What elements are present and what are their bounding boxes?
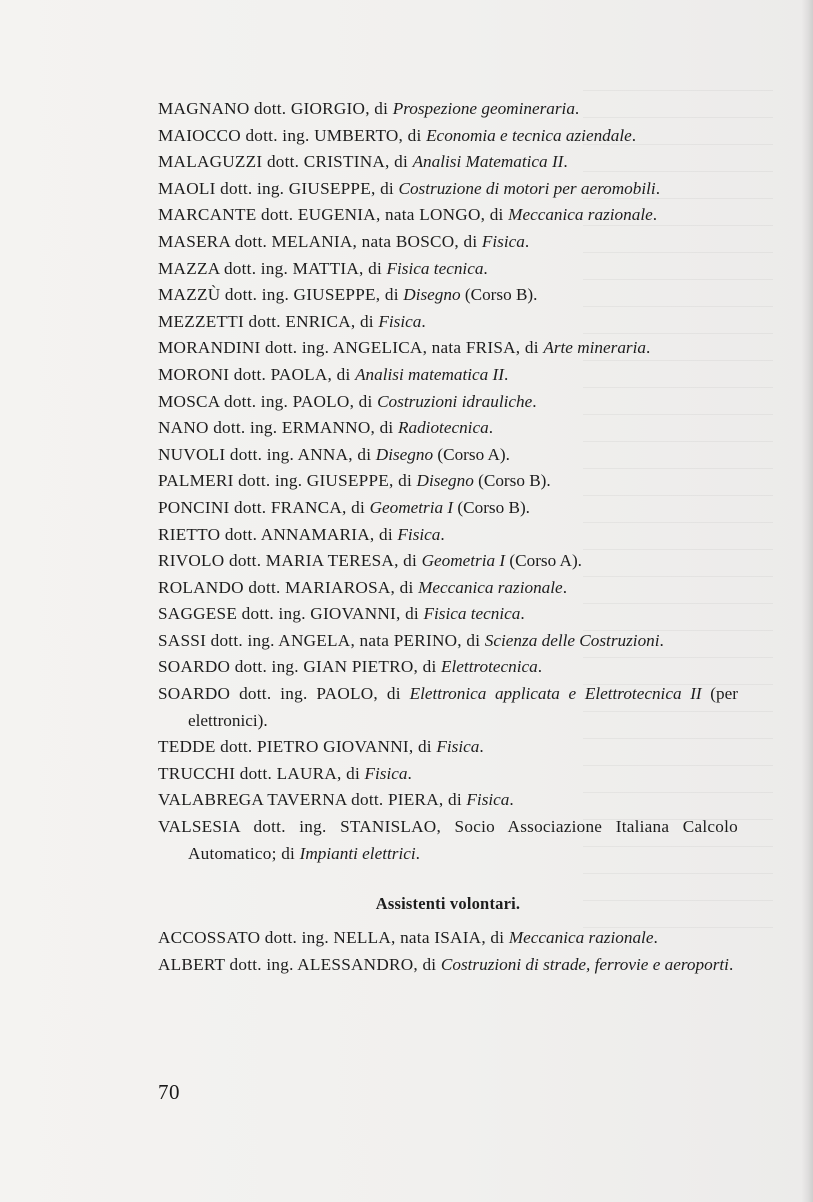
list-item bbox=[158, 282, 738, 309]
entry-name: RIVOLO dott. MARIA TERESA, di bbox=[158, 551, 422, 571]
entry-course: Meccanica razionale bbox=[508, 928, 654, 948]
entry-name: VALSESIA dott. ing. STANISLAO, Socio Associazione Italiana Calcolo Automatico; di bbox=[158, 817, 738, 863]
entry-tail: (per elettronici). bbox=[188, 684, 738, 730]
entry-name: MAIOCCO dott. ing. UMBERTO, di bbox=[158, 125, 427, 145]
entry-tail: . bbox=[728, 954, 734, 974]
entry-name: VALABREGA TAVERNA dott. PIERA, di bbox=[158, 790, 467, 810]
page-number: 70 bbox=[158, 1080, 180, 1104]
entry-course: Fisica bbox=[466, 790, 510, 810]
entry-name: RIETTO dott. ANNAMARIA, di bbox=[158, 524, 398, 544]
entry-name: ACCOSSATO dott. ing. NELLA, nata ISAIA, di bbox=[158, 928, 509, 948]
entry-tail: . bbox=[524, 231, 530, 251]
entry-course: Fisica bbox=[378, 311, 422, 331]
list-item bbox=[158, 335, 738, 362]
entry-tail: . bbox=[563, 152, 568, 172]
entry-tail: . bbox=[537, 657, 543, 677]
list-item bbox=[158, 229, 738, 256]
entry-course: Costruzioni di strade, ferrovie e aeroporti bbox=[440, 954, 729, 974]
entry-name: MAZZA dott. ing. MATTIA, di bbox=[158, 258, 387, 278]
entry-name: NANO dott. ing. ERMANNO, di bbox=[158, 418, 398, 438]
entry-name: ROLANDO dott. MARIAROSA, di bbox=[158, 577, 419, 597]
entry-course: Elettrotecnica bbox=[441, 657, 538, 677]
list-item bbox=[158, 601, 738, 628]
entry-tail: (Corso B). bbox=[473, 471, 551, 491]
entry-tail: . bbox=[488, 418, 493, 438]
entry-tail: . bbox=[509, 790, 514, 810]
entry-course: Arte mineraria bbox=[543, 338, 646, 358]
assistants-list bbox=[158, 96, 738, 867]
list-item bbox=[158, 362, 738, 389]
entry-name: MASERA dott. MELANIA, nata BOSCO, di bbox=[158, 231, 482, 251]
entry-tail: . bbox=[532, 391, 537, 411]
entry-tail: . bbox=[653, 928, 658, 948]
list-item bbox=[158, 575, 738, 602]
entry-name: PONCINI dott. FRANCA, di bbox=[158, 497, 370, 517]
volunteer-assistants-list bbox=[158, 925, 738, 978]
entry-course: Analisi matematica II bbox=[355, 364, 504, 384]
entry-tail: . bbox=[655, 178, 660, 198]
entry-name: MAOLI dott. ing. GIUSEPPE, di bbox=[158, 178, 399, 198]
entry-tail: . bbox=[659, 630, 664, 650]
entry-name: SASSI dott. ing. ANGELA, nata PERINO, di bbox=[158, 630, 485, 650]
entry-tail: . bbox=[407, 763, 412, 783]
list-item bbox=[158, 787, 738, 814]
entry-course: Fisica tecnica bbox=[386, 258, 484, 278]
entry-course: Disegno bbox=[375, 444, 434, 464]
entry-tail: (Corso A). bbox=[505, 551, 582, 571]
list-item bbox=[158, 548, 738, 575]
entry-course: Disegno bbox=[416, 471, 474, 491]
list-item bbox=[158, 176, 738, 203]
list-item bbox=[158, 202, 738, 229]
entry-name: MAZZÙ dott. ing. GIUSEPPE, di bbox=[158, 285, 404, 305]
list-item bbox=[158, 925, 738, 952]
entry-course: Fisica bbox=[481, 231, 525, 251]
entry-tail: (Corso B). bbox=[460, 285, 538, 305]
entry-tail: . bbox=[631, 125, 637, 145]
entry-name: SAGGESE dott. ing. GIOVANNI, di bbox=[158, 604, 424, 624]
entry-course: Fisica bbox=[397, 524, 441, 544]
entry-name: TEDDE dott. PIETRO GIOVANNI, di bbox=[158, 737, 437, 757]
list-item bbox=[158, 256, 738, 283]
entry-tail: (Corso A). bbox=[433, 444, 510, 464]
entry-course: Disegno bbox=[403, 285, 461, 305]
list-item bbox=[158, 952, 738, 979]
list-item bbox=[158, 415, 738, 442]
list-item bbox=[158, 309, 738, 336]
list-item bbox=[158, 814, 738, 867]
entry-tail: . bbox=[483, 258, 488, 278]
entry-name: NUVOLI dott. ing. ANNA, di bbox=[158, 444, 376, 464]
entry-course: Radiotecnica bbox=[398, 418, 489, 438]
entry-course: Geometria I bbox=[369, 497, 454, 517]
entry-name: ALBERT dott. ing. ALESSANDRO, di bbox=[158, 954, 441, 974]
entry-name: SOARDO dott. ing. GIAN PIETRO, di bbox=[158, 657, 442, 677]
entry-name: MORANDINI dott. ing. ANGELICA, nata FRISA, di bbox=[158, 338, 544, 358]
entry-name: MORONI dott. PAOLA, di bbox=[158, 364, 356, 384]
entry-tail: . bbox=[520, 604, 525, 624]
list-item bbox=[158, 389, 738, 416]
list-item bbox=[158, 495, 738, 522]
entry-course: Fisica bbox=[364, 763, 408, 783]
entry-tail: . bbox=[562, 577, 567, 597]
list-item bbox=[158, 442, 738, 469]
staff-list bbox=[158, 96, 738, 978]
list-item bbox=[158, 96, 738, 123]
entry-course: Fisica tecnica bbox=[423, 604, 521, 624]
entry-name: TRUCCHI dott. LAURA, di bbox=[158, 763, 365, 783]
list-item bbox=[158, 123, 738, 150]
list-item bbox=[158, 761, 738, 788]
entry-course: Impianti elettrici bbox=[299, 843, 416, 863]
entry-course: Analisi Matematica II bbox=[412, 152, 564, 172]
entry-course: Prospezione geomineraria bbox=[392, 99, 575, 118]
entry-tail: . bbox=[421, 311, 426, 331]
entry-course: Fisica bbox=[436, 737, 480, 757]
list-item bbox=[158, 628, 738, 655]
entry-course: Economia e tecnica aziendale bbox=[426, 125, 632, 145]
entry-course: Scienza delle Costruzioni bbox=[484, 630, 660, 650]
section-heading: Assistenti volontari. bbox=[375, 894, 521, 914]
entry-course: Meccanica razionale bbox=[508, 205, 653, 225]
list-item bbox=[158, 522, 738, 549]
list-item bbox=[158, 149, 738, 176]
entry-tail: . bbox=[479, 737, 484, 757]
entry-course: Geometria I bbox=[421, 551, 506, 571]
entry-tail: (Corso B). bbox=[453, 497, 530, 517]
entry-course: Meccanica razionale bbox=[418, 577, 563, 597]
entry-course: Costruzioni idrauliche bbox=[377, 391, 533, 411]
entry-course: Costruzione di motori per aeromobili bbox=[398, 178, 656, 198]
entry-tail: . bbox=[440, 524, 445, 544]
entry-name: MOSCA dott. ing. PAOLO, di bbox=[158, 391, 378, 411]
entry-name: MARCANTE dott. EUGENIA, nata LONGO, di bbox=[158, 205, 509, 225]
entry-tail: . bbox=[504, 364, 509, 384]
list-item bbox=[158, 734, 738, 761]
list-item bbox=[158, 468, 738, 495]
entry-name: MEZZETTI dott. ENRICA, di bbox=[158, 311, 379, 331]
entry-name: MALAGUZZI dott. CRISTINA, di bbox=[158, 152, 413, 172]
list-item bbox=[158, 654, 738, 681]
entry-name: MAGNANO dott. GIORGIO, di bbox=[158, 99, 393, 118]
entry-name: SOARDO dott. ing. PAOLO, di bbox=[158, 684, 410, 704]
entry-name: PALMERI dott. ing. GIUSEPPE, di bbox=[158, 471, 417, 491]
entry-tail: . bbox=[645, 338, 651, 358]
entry-course: Elettronica applicata e Elettrotecnica II bbox=[409, 684, 702, 704]
entry-tail: . bbox=[652, 205, 658, 225]
entry-tail: . bbox=[415, 843, 420, 863]
list-item bbox=[158, 681, 738, 734]
entry-tail: . bbox=[574, 99, 580, 118]
